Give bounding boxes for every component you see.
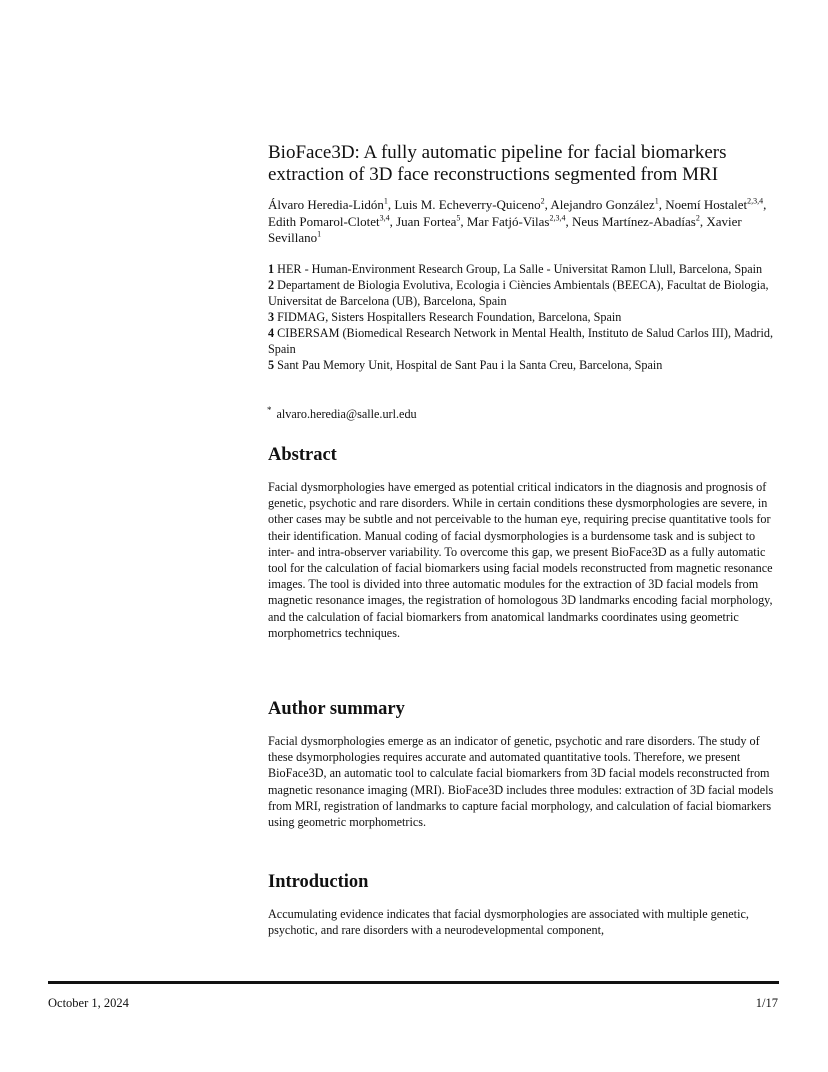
author-separator: , <box>699 213 707 229</box>
author-name: Alejandro González <box>550 197 655 212</box>
affiliation-number: 4 <box>268 326 275 340</box>
footer-rule <box>48 981 779 984</box>
email-mark: * <box>267 405 272 415</box>
abstract-text: Facial dysmorphologies have emerged as potential critical indicators in the diagnosis and prognosis of genetic, psychotic and rare disorders. While in certain conditions these dysmorphologies are severe, in other cases may be subtle and not perceivable to the human eye, requiring precise quantitative tools for their identification. Manual coding of facial dysmorphologies is a burdensome task and is subject to inter- and intra-observer variability. To overcome this gap, we present BioFace3D as a fully automatic tool for the calculation of facial biomarkers using facial models reconstructed from magnetic resonance images. The tool is divided into three automatic modules for the extraction of 3D facial models from magnetic resonance images, the registration of homologous 3D landmarks encoding facial morphology, and the calculation of facial biomarkers from anatomical landmarks coordinates using geometric morphometrics techniques. <box>268 480 773 640</box>
author-list <box>268 197 780 247</box>
affiliation-text: FIDMAG, Sisters Hospitallers Research Foundation, Barcelona, Spain <box>277 310 622 324</box>
affiliation-list <box>268 261 780 373</box>
author-affiliation-mark: 5 <box>456 213 461 223</box>
page-number: 1/17 <box>755 996 778 1010</box>
author-affiliation-mark: 1 <box>654 196 659 206</box>
author-summary-text: Facial dysmorphologies emerge as an indicator of genetic, psychotic and rare disorders. The study of these dsymorphologies requires accurate and automated quantitative tools. Therefore, we present BioFace3D, an automatic tool to calculate facial biomarkers from 3D facial models reconstructed from magnetic resonance imaging (MRI). BioFace3D includes three modules: extraction of 3D facial models from MRI, registration of landmarks to capture facial morphology, and calculation of facial biomarkers using geometric morphometrics. <box>268 734 774 830</box>
author-summary-heading: Author summary <box>268 699 405 719</box>
author-affiliation-mark: 1 <box>383 196 388 206</box>
affiliation-text: HER - Human-Environment Research Group, La Salle - Universitat Ramon Llull, Barcelona, Spain <box>277 262 763 276</box>
author-separator: , <box>565 213 572 229</box>
author-name: Edith Pomarol-Clotet <box>268 213 380 229</box>
author-affiliation-mark: 1 <box>317 229 322 239</box>
introduction-text: Accumulating evidence indicates that facial dysmorphologies are associated with multiple genetic, psychotic, and rare disorders with a neurodevelopmental component, <box>268 907 749 938</box>
affiliation-item <box>268 277 780 309</box>
author-affiliation-mark: 2,3,4 <box>549 213 566 223</box>
affiliation-text: CIBERSAM (Biomedical Research Network in Mental Health, Instituto de Salud Carlos III), Madrid, Spain <box>268 326 774 356</box>
author-affiliation-mark: 2 <box>695 213 700 223</box>
author-affiliation-mark: 2 <box>540 196 545 206</box>
author-name: Xavier Sevillano <box>268 213 742 245</box>
author-separator: , <box>763 197 767 212</box>
author-name: Álvaro Heredia-Lidón <box>268 197 384 212</box>
author-name: Neus Martínez-Abadías <box>572 213 696 229</box>
abstract-heading: Abstract <box>268 445 337 465</box>
affiliation-item <box>268 261 780 277</box>
author-name: Luis M. Echeverry-Quiceno <box>394 197 541 212</box>
affiliation-number: 5 <box>268 358 275 372</box>
author-separator: , <box>544 197 551 212</box>
email-address[interactable]: alvaro.heredia@salle.url.edu <box>276 407 417 422</box>
author-name: Mar Fatjó-Vilas <box>466 213 550 229</box>
author-affiliation-mark: 2,3,4 <box>747 196 764 206</box>
author-name: Noemí Hostalet <box>665 197 748 212</box>
affiliation-number: 1 <box>268 262 275 276</box>
corresponding-email <box>268 402 780 422</box>
author-separator: , <box>387 197 395 212</box>
affiliation-text: Departament de Biologia Evolutiva, Ecologia i Ciències Ambientals (BEECA), Facultat de Biologia, Universitat de Barcelona (UB), Barcelona, Spain <box>268 278 769 308</box>
author-affiliation-mark: 3,4 <box>379 213 390 223</box>
affiliation-number: 2 <box>268 278 275 292</box>
paper-title: BioFace3D: A fully automatic pipeline for facial biomarkers extraction of 3D face reconstructions segmented from MRI <box>268 142 727 185</box>
author-separator: , <box>389 213 397 229</box>
footer-date: October 1, 2024 <box>48 996 129 1010</box>
introduction-heading: Introduction <box>268 872 369 892</box>
affiliation-item <box>268 325 780 357</box>
author-name: Juan Fortea <box>396 213 457 229</box>
author-separator: , <box>460 213 467 229</box>
affiliation-item <box>268 309 780 325</box>
affiliation-number: 3 <box>268 310 275 324</box>
affiliation-item <box>268 357 780 373</box>
author-separator: , <box>658 197 666 212</box>
affiliation-text: Sant Pau Memory Unit, Hospital de Sant Pau i la Santa Creu, Barcelona, Spain <box>277 358 663 372</box>
